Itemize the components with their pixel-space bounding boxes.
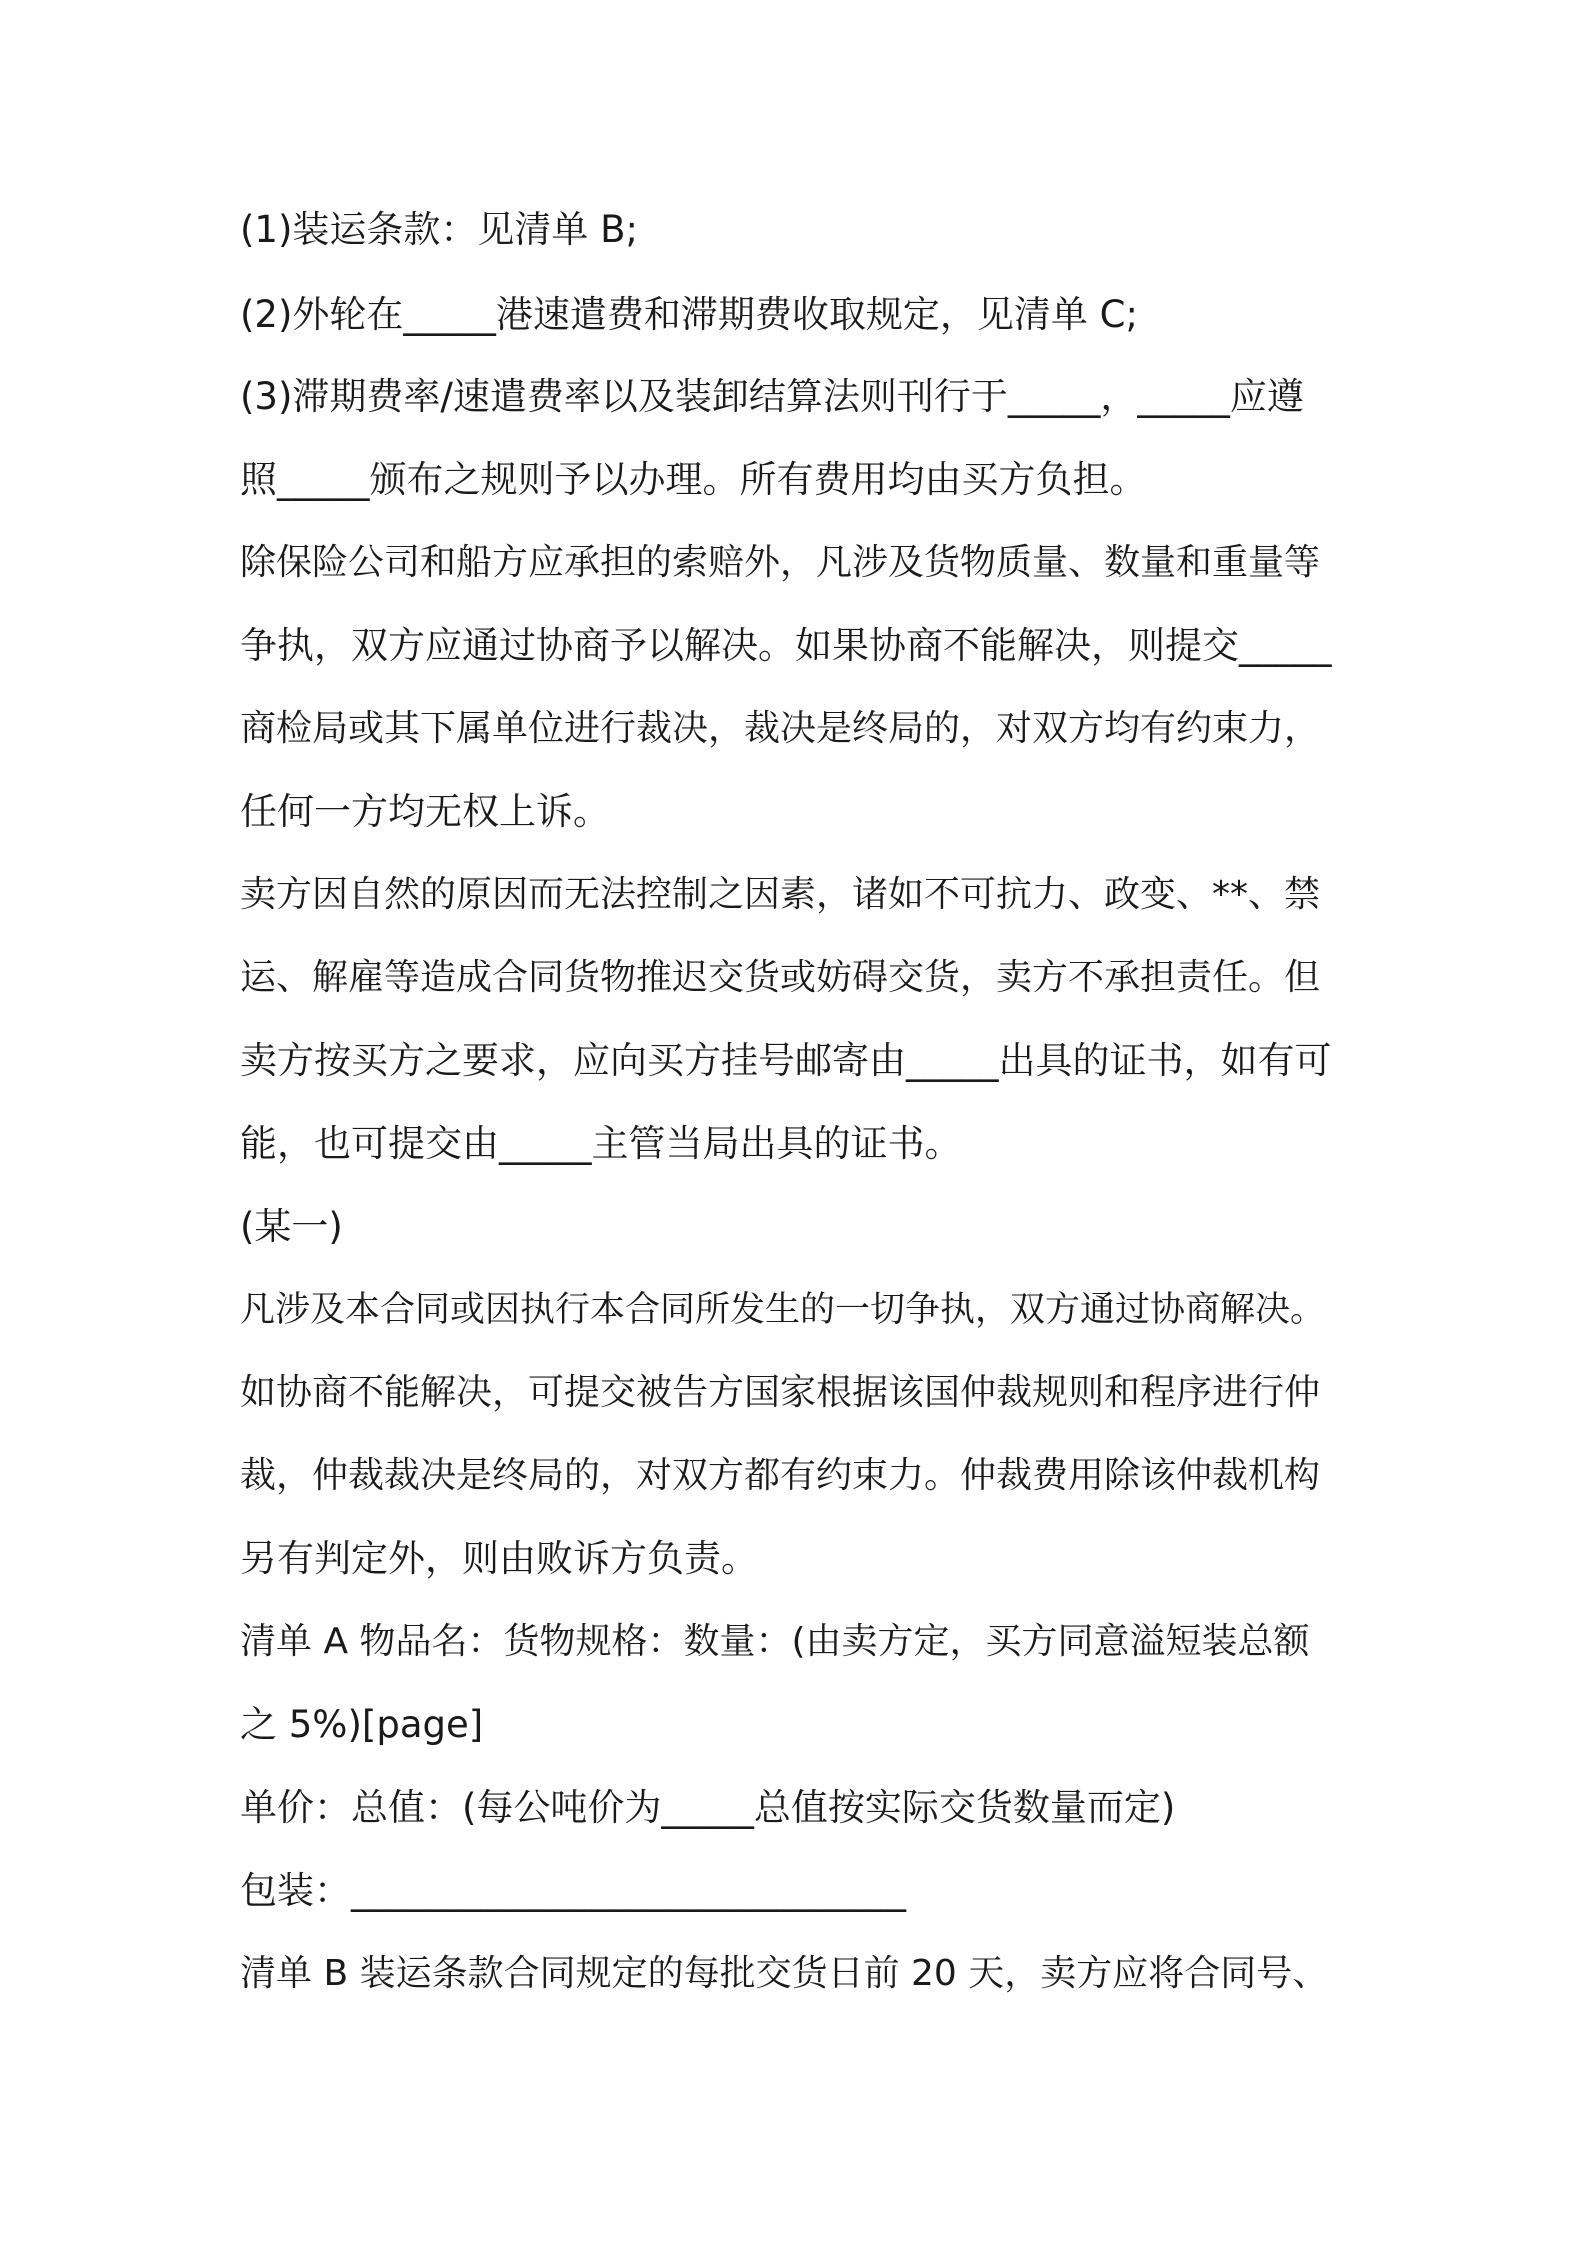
text-line-arbitration-final: 裁，仲裁裁决是终局的，对双方都有约束力。仲裁费用除该仲裁机构 — [240, 1455, 1321, 1496]
text-line-arbitration-rules: 如协商不能解决，可提交被告方国家根据该国仲裁规则和程序进行仲 — [240, 1372, 1321, 1413]
text-line-claims: 除保险公司和船方应承担的索赔外，凡涉及货物质量、数量和重量等 — [240, 542, 1321, 583]
text-line-arbitration-fees: 另有判定外，则由败诉方负责。 — [240, 1537, 758, 1580]
text-line-expenses: 照_____颁布之规则予以办理。所有费用均由买方负担。 — [240, 458, 1147, 501]
text-line-authority: 能，也可提交由_____主管当局出具的证书。 — [240, 1122, 962, 1165]
text-line-no-appeal: 任何一方均无权上诉。 — [240, 790, 610, 833]
text-line-unit-price: 单价：总值：(每公吨价为_____总值按实际交货数量而定) — [240, 1786, 1176, 1829]
text-line-dispute: 争执，双方应通过协商予以解决。如果协商不能解决，则提交_____ — [240, 624, 1332, 667]
text-line-certificate: 卖方按买方之要求，应向买方挂号邮寄由_____出具的证书，如有可 — [240, 1039, 1332, 1082]
text-line-force-majeure: 卖方因自然的原因而无法控制之因素，诸如不可抗力、政变、**、禁 — [240, 874, 1321, 915]
text-line-delay: 运、解雇等造成合同货物推迟交货或妨碍交货，卖方不承担责任。但 — [240, 957, 1321, 998]
text-line-dispatch-demurrage: (2)外轮在_____港速遣费和滞期费收取规定，见清单 C; — [240, 293, 1138, 336]
text-line-arbitration: 凡涉及本合同或因执行本合同所发生的一切争执，双方通过协商解决。 — [240, 1290, 1326, 1330]
text-line-inspection: 商检局或其下属单位进行裁决，裁决是终局的，对双方均有约束力， — [240, 708, 1321, 749]
text-line-list-b: 清单 B 装运条款合同规定的每批交货日前 20 天，卖方应将合同号、 — [240, 1953, 1329, 1994]
text-line-heading-some: (某一) — [240, 1205, 343, 1248]
text-line-packing: 包装：______________________________ — [240, 1869, 906, 1912]
text-line-list-a-tolerance: 之 5%)[page] — [240, 1703, 484, 1746]
text-line-shipping-terms: (1)装运条款：见清单 B; — [240, 208, 639, 251]
text-line-demurrage-rate: (3)滞期费率/速遣费率以及装卸结算法则刊行于_____，_____应遵 — [240, 375, 1304, 418]
text-line-list-a: 清单 A 物品名：货物规格：数量：(由卖方定，买方同意溢短装总额 — [240, 1621, 1310, 1662]
